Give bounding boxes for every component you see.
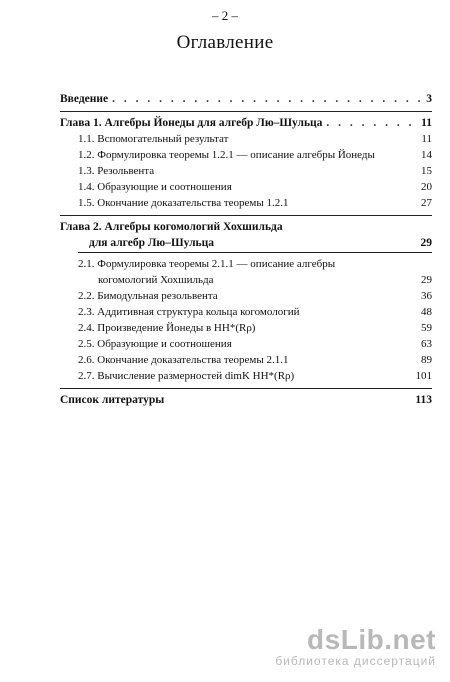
toc-section-1-4 bbox=[60, 181, 432, 193]
toc-chapter-2 bbox=[60, 237, 432, 249]
toc-entry-label: Глава 2. Алгебры когомологий Хохшильда bbox=[60, 221, 283, 233]
toc-section-1-5 bbox=[60, 197, 432, 209]
toc-section-1-2 bbox=[60, 149, 432, 161]
toc-entry-label: 1.3. Резольвента bbox=[78, 165, 155, 177]
toc-entry-page: 27 bbox=[421, 197, 432, 209]
divider bbox=[78, 252, 432, 253]
toc-section-2-4 bbox=[60, 322, 432, 334]
toc-entry-label: 2.6. Окончание доказательства теоремы 2.1.1 bbox=[78, 354, 289, 366]
page-title: Оглавление bbox=[176, 32, 274, 53]
toc-entry-label: Список литературы bbox=[60, 394, 165, 406]
toc-entry-label: 2.2. Бимодульная резольвента bbox=[78, 290, 218, 302]
toc-entry-page: 29 bbox=[421, 274, 432, 286]
toc-entry-label: 2.5. Образующие и соотношения bbox=[78, 338, 232, 350]
toc-section-2-1-line1 bbox=[60, 258, 432, 270]
toc-entry-page: 20 bbox=[421, 181, 432, 193]
toc-entry-page: 36 bbox=[421, 290, 432, 302]
toc-entry-intro bbox=[60, 93, 432, 105]
toc-entry-label: 1.2. Формулировка теоремы 1.2.1 — описание алгебры Йонеды bbox=[78, 149, 375, 161]
toc-entry-label: Введение bbox=[60, 93, 109, 105]
toc-chapter-2-line1 bbox=[60, 221, 432, 233]
divider bbox=[60, 215, 432, 216]
toc-section-2-3 bbox=[60, 306, 432, 318]
toc-entry-label-continued: для алгебр Лю–Шульца bbox=[89, 237, 214, 249]
toc-entry-label: 2.3. Аддитивная структура кольца когомологий bbox=[78, 306, 300, 318]
toc-entry-page: 11 bbox=[421, 133, 432, 145]
toc-section-2-6 bbox=[60, 354, 432, 366]
watermark-subtitle: библиотека диссертаций bbox=[275, 654, 436, 668]
toc-entry-page: 29 bbox=[420, 237, 432, 249]
toc-section-1-3 bbox=[60, 165, 432, 177]
toc-entry-label-continued: когомологий Хохшильда bbox=[98, 274, 214, 286]
toc-entry-label: Глава 1. Алгебры Йонеды для алгебр Лю–Шульца bbox=[60, 117, 323, 129]
page-number: – 2 – bbox=[212, 8, 238, 23]
toc-section-2-7 bbox=[60, 370, 432, 382]
toc-entry-page: 59 bbox=[421, 322, 432, 334]
toc-entry-page: 11 bbox=[421, 117, 432, 129]
dot-leader bbox=[326, 117, 417, 129]
toc-entry-label: 2.1. Формулировка теоремы 2.1.1 — описание алгебры bbox=[78, 258, 336, 270]
watermark-logo: dsLib.net bbox=[307, 624, 436, 655]
toc-entry-page: 15 bbox=[421, 165, 432, 177]
divider bbox=[60, 388, 432, 389]
toc-entry-page: 89 bbox=[421, 354, 432, 366]
toc-section-2-1 bbox=[60, 274, 432, 286]
toc-entry-label: 1.5. Окончание доказательства теоремы 1.2.1 bbox=[78, 197, 289, 209]
table-of-contents bbox=[60, 93, 432, 406]
toc-references bbox=[60, 394, 432, 406]
toc-entry-page: 113 bbox=[415, 394, 432, 406]
toc-entry-page: 63 bbox=[421, 338, 432, 350]
toc-entry-label: 1.1. Вспомогательный результат bbox=[78, 133, 229, 145]
dot-leader bbox=[112, 93, 422, 105]
toc-entry-page: 48 bbox=[421, 306, 432, 318]
toc-entry-label: 2.7. Вычисление размерностей dimK HH*(Rρ) bbox=[78, 370, 295, 382]
toc-entry-label: 1.4. Образующие и соотношения bbox=[78, 181, 232, 193]
toc-entry-page: 101 bbox=[415, 370, 432, 382]
toc-section-2-5 bbox=[60, 338, 432, 350]
divider bbox=[60, 111, 432, 112]
toc-entry-page: 3 bbox=[426, 93, 432, 105]
toc-section-1-1 bbox=[60, 133, 432, 145]
watermark bbox=[275, 626, 436, 668]
toc-entry-page: 14 bbox=[421, 149, 432, 161]
toc-section-2-2 bbox=[60, 290, 432, 302]
toc-chapter-1 bbox=[60, 117, 432, 129]
toc-entry-label: 2.4. Произведение Йонеды в HH*(Rρ) bbox=[78, 322, 256, 334]
